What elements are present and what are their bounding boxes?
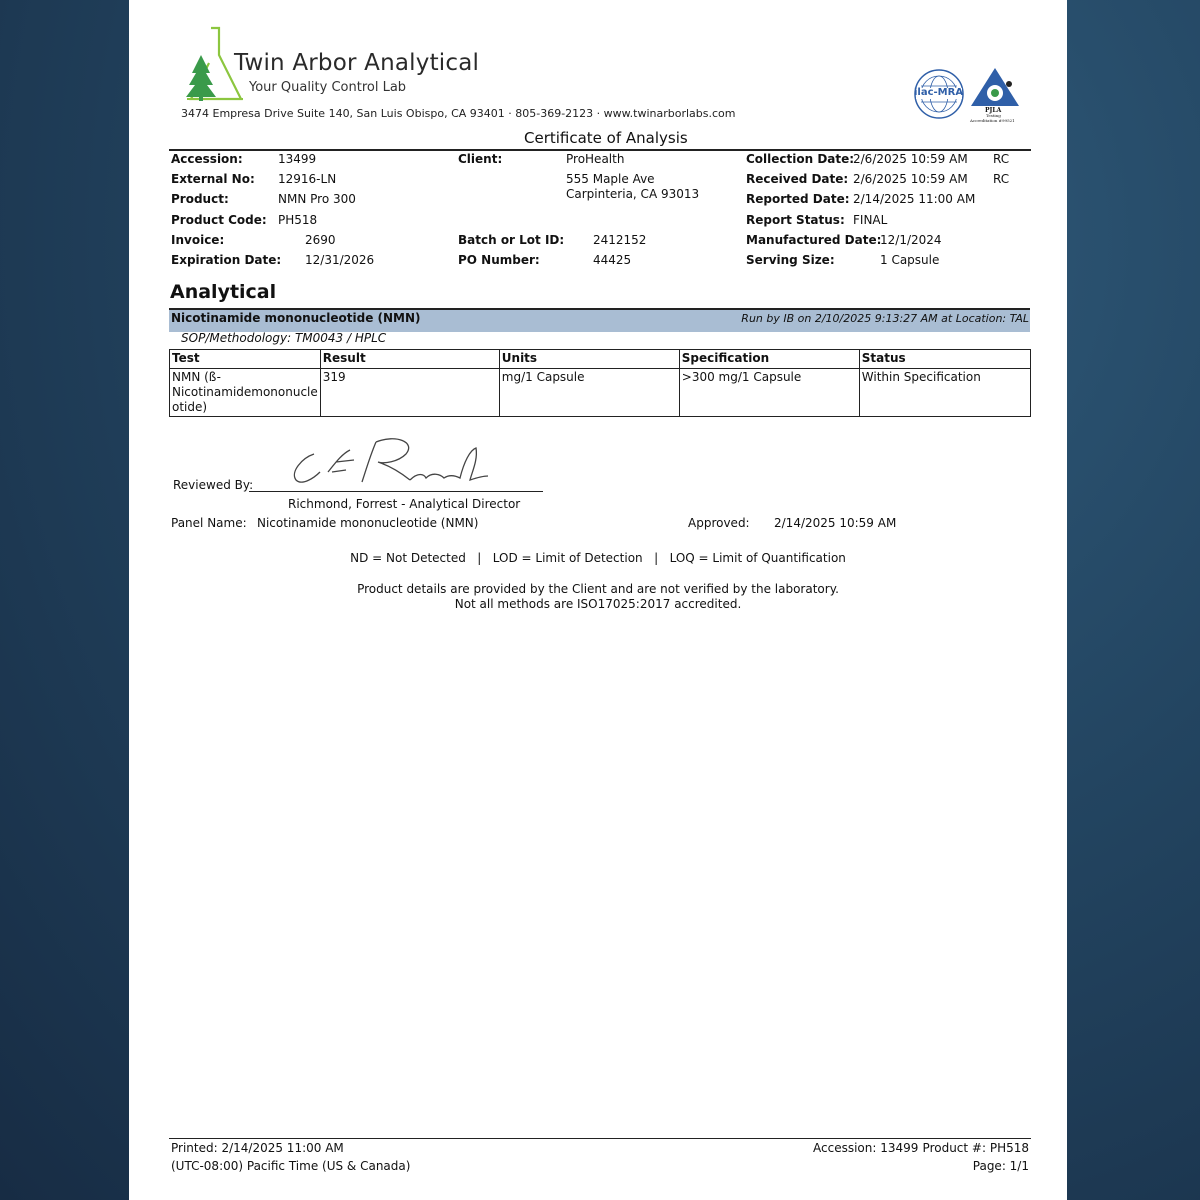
column-header-specification: Specification: [679, 350, 859, 369]
reported-date-value: 2/14/2025 11:00 AM: [853, 192, 976, 206]
certificate-page: [129, 0, 1067, 1200]
batch-value: 2412152: [593, 233, 647, 247]
analytical-section-title: Analytical: [170, 281, 277, 303]
page-number: Page: 1/1: [972, 1159, 1029, 1173]
document-title: Certificate of Analysis: [524, 129, 688, 147]
panel-name-label: Panel Name:: [171, 516, 247, 530]
client-address-line2: Carpinteria, CA 93013: [566, 187, 700, 201]
product-value: NMN Pro 300: [278, 192, 356, 206]
manufactured-date-value: 12/1/2024: [880, 233, 942, 247]
pjla-label: PJLA: [985, 107, 1002, 114]
units-cell: mg/1 Capsule: [499, 369, 679, 417]
column-header-status: Status: [859, 350, 1030, 369]
external-no-value: 12916-LN: [278, 172, 337, 186]
footer-divider: [169, 1138, 1031, 1139]
table-row: [170, 369, 1031, 417]
collection-date-label: Collection Date:: [746, 152, 855, 166]
accession-value: 13499: [278, 152, 317, 166]
title-divider: [169, 149, 1031, 151]
reviewer-signature: [284, 432, 494, 490]
received-initials: RC: [993, 172, 1010, 186]
invoice-label: Invoice:: [171, 233, 225, 247]
disclaimer-line2: Not all methods are ISO17025:2017 accredited.: [454, 597, 742, 611]
expiration-date-value: 12/31/2026: [305, 253, 375, 267]
signature-line: [249, 491, 543, 492]
collection-date-value: 2/6/2025 10:59 AM: [853, 152, 968, 166]
panel-header-name: Nicotinamide mononucleotide (NMN): [171, 311, 421, 325]
abbreviation-legend: ND = Not Detected | LOD = Limit of Detection | LOQ = Limit of Quantification: [350, 551, 846, 565]
approved-label: Approved:: [688, 516, 750, 530]
column-header-units: Units: [499, 350, 679, 369]
sop-methodology: SOP/Methodology: TM0043 / HPLC: [181, 331, 387, 345]
column-header-test: Test: [170, 350, 321, 369]
collection-initials: RC: [993, 152, 1010, 166]
specification-cell: >300 mg/1 Capsule: [679, 369, 859, 417]
ilac-mra-seal: [913, 68, 965, 120]
pjla-triangle-icon: [969, 66, 1021, 108]
pjla-sub1: Testing: [986, 113, 1001, 118]
results-table: [169, 349, 1031, 417]
report-status-label: Report Status:: [746, 213, 845, 227]
po-number-label: PO Number:: [458, 253, 540, 267]
accession-label: Accession:: [171, 152, 243, 166]
reported-date-label: Reported Date:: [746, 192, 850, 206]
printed-timestamp: Printed: 2/14/2025 11:00 AM: [171, 1141, 344, 1155]
footer-product-number: Product #: PH518: [922, 1141, 1029, 1155]
footer-accession: Accession: 13499: [813, 1141, 919, 1155]
client-name: ProHealth: [566, 152, 625, 166]
received-date-label: Received Date:: [746, 172, 849, 186]
serving-size-value: 1 Capsule: [880, 253, 940, 267]
test-name-line1: NMN (ß-: [172, 370, 221, 384]
test-name-line3: otide): [172, 400, 208, 414]
lab-name: Twin Arbor Analytical: [234, 50, 480, 76]
pjla-seal: [969, 66, 1021, 126]
serving-size-label: Serving Size:: [746, 253, 835, 267]
reviewer-name: Richmond, Forrest - Analytical Director: [288, 497, 521, 511]
timezone: (UTC-08:00) Pacific Time (US & Canada): [171, 1159, 411, 1173]
product-code-value: PH518: [278, 213, 318, 227]
product-code-label: Product Code:: [171, 213, 267, 227]
run-info: Run by IB on 2/10/2025 9:13:27 AM at Location: TAL: [741, 312, 1029, 325]
results-header-row: [170, 350, 1031, 369]
panel-name-value: Nicotinamide mononucleotide (NMN): [257, 516, 479, 530]
status-cell: Within Specification: [859, 369, 1030, 417]
reviewed-by-label: Reviewed By:: [173, 478, 254, 492]
result-cell: 319: [320, 369, 499, 417]
external-no-label: External No:: [171, 172, 255, 186]
expiration-date-label: Expiration Date:: [171, 253, 282, 267]
test-cell: [170, 369, 321, 417]
lab-tagline: Your Quality Control Lab: [249, 80, 407, 95]
received-date-value: 2/6/2025 10:59 AM: [853, 172, 968, 186]
lab-address: 3474 Empresa Drive Suite 140, San Luis Obispo, CA 93401 · 805-369-2123 · www.twinarborlabs.com: [181, 107, 736, 120]
ilac-label: ilac-MRA: [914, 87, 964, 98]
client-label: Client:: [458, 152, 503, 166]
po-number-value: 44425: [593, 253, 632, 267]
client-address-line1: 555 Maple Ave: [566, 172, 655, 186]
test-name-line2: Nicotinamidemononucle: [172, 385, 318, 399]
invoice-value: 2690: [305, 233, 336, 247]
product-label: Product:: [171, 192, 229, 206]
approved-value: 2/14/2025 10:59 AM: [774, 516, 897, 530]
manufactured-date-label: Manufactured Date:: [746, 233, 882, 247]
report-status-value: FINAL: [853, 213, 888, 227]
pjla-sub2: Accreditation #99521: [970, 118, 1015, 123]
column-header-result: Result: [320, 350, 499, 369]
batch-label: Batch or Lot ID:: [458, 233, 565, 247]
disclaimer-line1: Product details are provided by the Client and are not verified by the laboratory.: [357, 582, 839, 596]
